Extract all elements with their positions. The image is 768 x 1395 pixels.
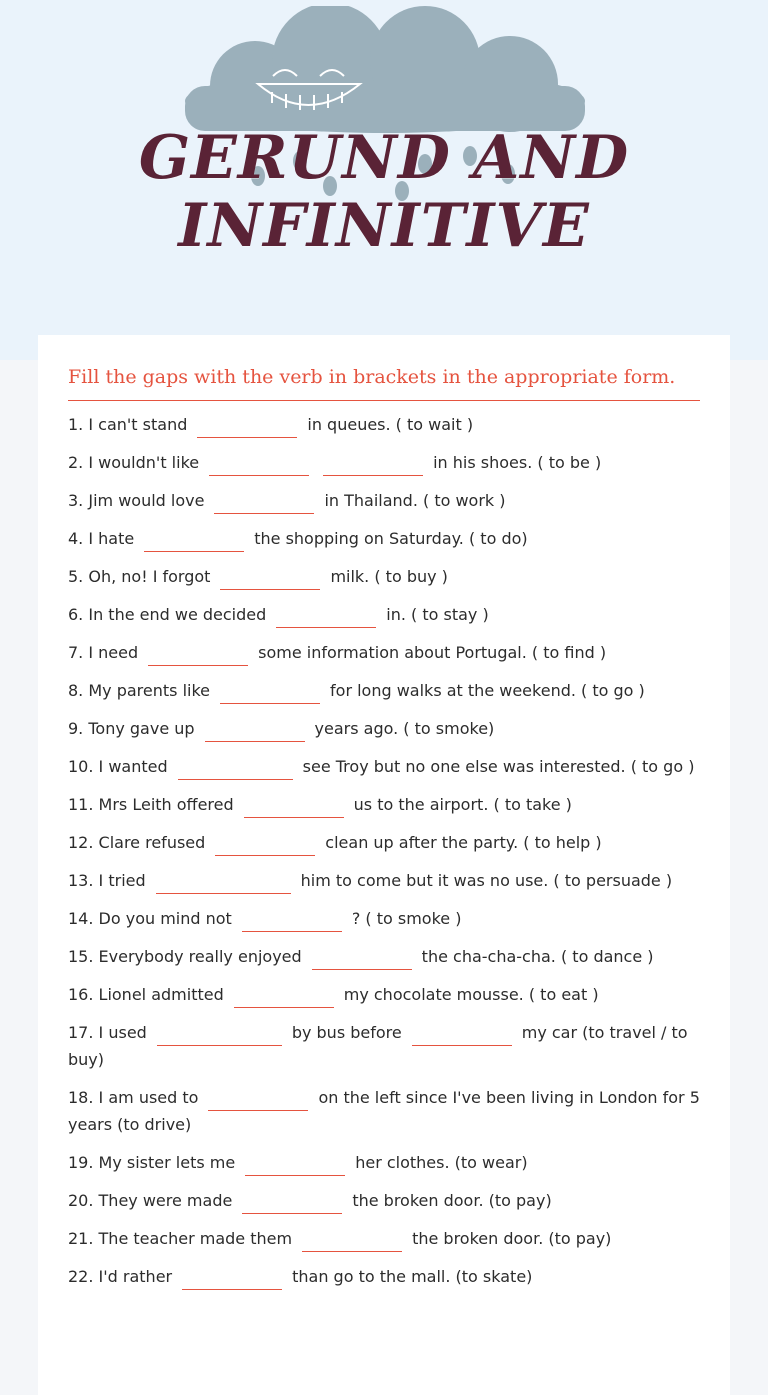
exercise-item: 4. I hate the shopping on Saturday. ( to do) [68, 525, 700, 552]
answer-blank[interactable] [209, 453, 309, 476]
exercise-item: 11. Mrs Leith offered us to the airport. ( to take ) [68, 791, 700, 818]
exercise-item: 7. I need some information about Portugal. ( to find ) [68, 639, 700, 666]
answer-blank[interactable] [157, 1023, 282, 1046]
answer-blank[interactable] [148, 643, 248, 666]
exercise-item: 15. Everybody really enjoyed the cha-cha-cha. ( to dance ) [68, 943, 700, 970]
answer-blank[interactable] [244, 795, 344, 818]
worksheet-card [38, 335, 730, 1395]
title-line-1: GERUND AND [138, 123, 630, 193]
title-line-2: INFINITIVE [178, 191, 590, 261]
answer-blank[interactable] [214, 491, 314, 514]
exercise-item: 12. Clare refused clean up after the party. ( to help ) [68, 829, 700, 856]
exercise-item: 10. I wanted see Troy but no one else was interested. ( to go ) [68, 753, 700, 780]
exercise-item: 6. In the end we decided in. ( to stay ) [68, 601, 700, 628]
answer-blank[interactable] [205, 719, 305, 742]
answer-blank[interactable] [276, 605, 376, 628]
exercise-item: 1. I can't stand in queues. ( to wait ) [68, 411, 700, 438]
exercise-item: 17. I used by bus before my car (to travel / to buy) [68, 1023, 688, 1069]
answer-blank[interactable] [182, 1267, 282, 1290]
page-title [0, 124, 768, 260]
answer-blank[interactable] [178, 757, 293, 780]
exercise-item: 20. They were made the broken door. (to pay) [68, 1187, 700, 1214]
exercise-item: 16. Lionel admitted my chocolate mousse. ( to eat ) [68, 981, 700, 1008]
answer-blank[interactable] [234, 985, 334, 1008]
exercise-item: 21. The teacher made them the broken door. (to pay) [68, 1225, 700, 1252]
answer-blank[interactable] [208, 1088, 308, 1111]
answer-blank[interactable] [302, 1229, 402, 1252]
exercise-item: 9. Tony gave up years ago. ( to smoke) [68, 715, 700, 742]
exercise-item: 8. My parents like for long walks at the weekend. ( to go ) [68, 677, 700, 704]
answer-blank[interactable] [220, 681, 320, 704]
exercise-item: 2. I wouldn't like in his shoes. ( to be ) [68, 449, 700, 476]
exercise-item: 3. Jim would love in Thailand. ( to work ) [68, 487, 700, 514]
exercise-item: 5. Oh, no! I forgot milk. ( to buy ) [68, 563, 700, 590]
answer-blank[interactable] [312, 947, 412, 970]
exercise-list [68, 411, 700, 1290]
answer-blank[interactable] [245, 1153, 345, 1176]
exercise-item: 13. I tried him to come but it was no use. ( to persuade ) [68, 867, 700, 894]
answer-blank[interactable] [242, 909, 342, 932]
answer-blank[interactable] [412, 1023, 512, 1046]
answer-blank[interactable] [220, 567, 320, 590]
exercise-item: 18. I am used to on the left since I've been living in London for 5 years (to drive) [68, 1088, 700, 1134]
answer-blank[interactable] [197, 415, 297, 438]
exercise-item: 19. My sister lets me her clothes. (to wear) [68, 1149, 700, 1176]
exercise-item: 22. I'd rather than go to the mall. (to skate) [68, 1263, 700, 1290]
answer-blank[interactable] [144, 529, 244, 552]
answer-blank[interactable] [242, 1191, 342, 1214]
exercise-item: 14. Do you mind not ? ( to smoke ) [68, 905, 700, 932]
instructions: Fill the gaps with the verb in brackets in the appropriate form. [68, 365, 700, 401]
answer-blank[interactable] [156, 871, 291, 894]
answer-blank[interactable] [215, 833, 315, 856]
answer-blank[interactable] [323, 453, 423, 476]
